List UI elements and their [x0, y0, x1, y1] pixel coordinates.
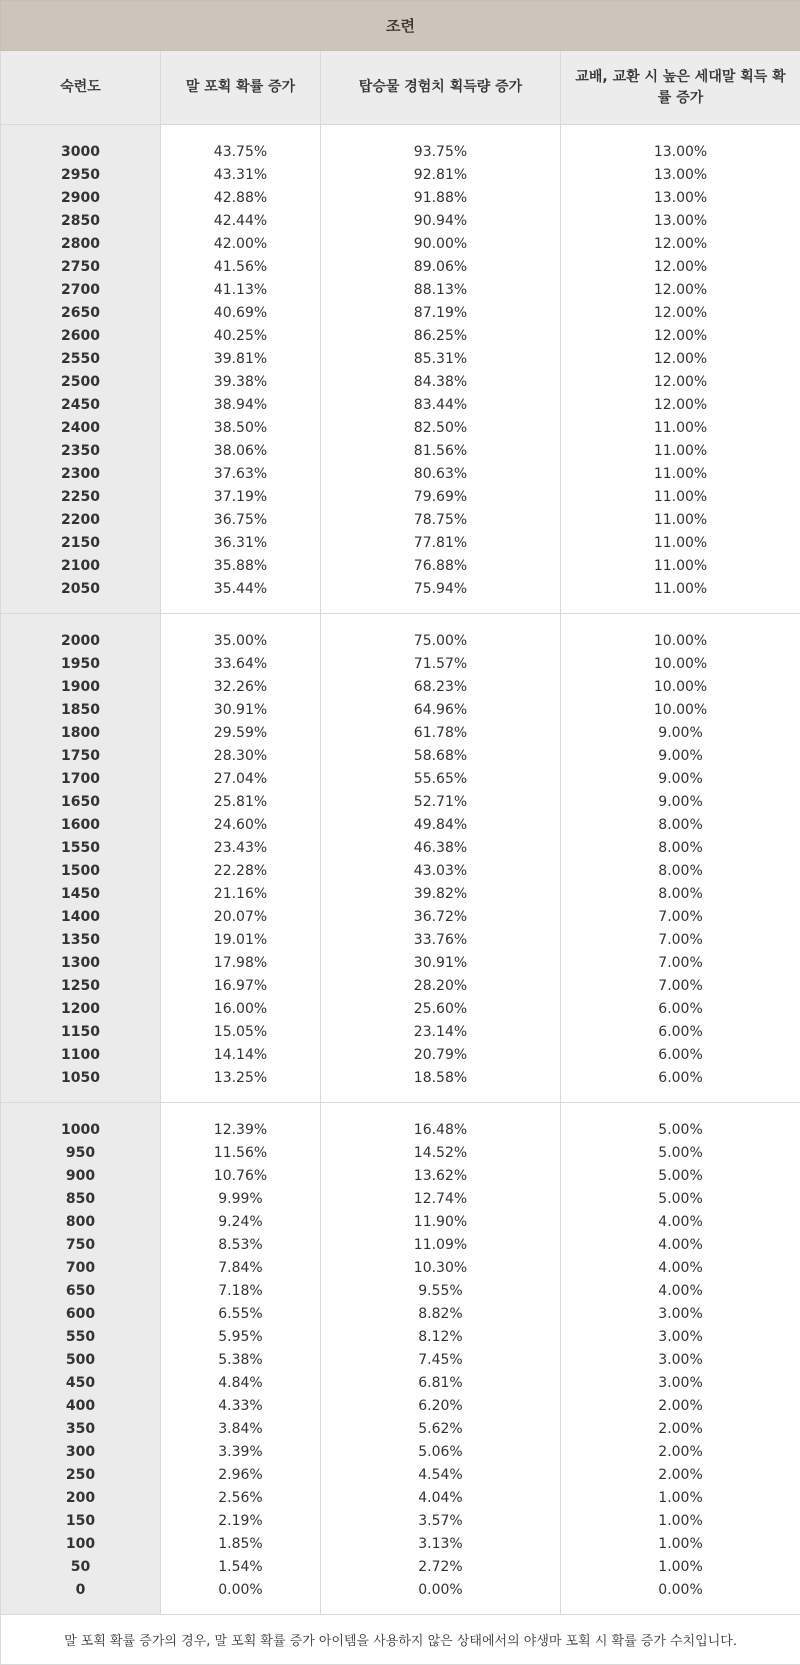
- capture-rate-value: 42.44%: [161, 210, 320, 233]
- footnote-row: [1, 1615, 800, 1665]
- capture-rate-value: 6.55%: [161, 1303, 320, 1326]
- breed-rate-value: 1.00%: [561, 1510, 800, 1533]
- capture-rate-value: 42.88%: [161, 187, 320, 210]
- proficiency-value: 2650: [1, 302, 160, 325]
- mount-exp-value: 23.14%: [321, 1021, 560, 1044]
- breed-rate-value: 11.00%: [561, 555, 800, 578]
- capture-rate-value: 38.94%: [161, 394, 320, 417]
- capture-rate-value: 8.53%: [161, 1234, 320, 1257]
- breed-rate-value: 3.00%: [561, 1372, 800, 1395]
- breed-rate-value: 11.00%: [561, 440, 800, 463]
- proficiency-value: 750: [1, 1234, 160, 1257]
- breed-rate-value: 2.00%: [561, 1395, 800, 1418]
- breed-rate-value: 5.00%: [561, 1142, 800, 1165]
- capture-rate-value: 16.00%: [161, 998, 320, 1021]
- capture-rate-value: 41.13%: [161, 279, 320, 302]
- capture-rate-value: 7.84%: [161, 1257, 320, 1280]
- capture-rate-value: 14.14%: [161, 1044, 320, 1067]
- breed-rate-value: 8.00%: [561, 837, 800, 860]
- breed-rate-value: 11.00%: [561, 509, 800, 532]
- mount-exp-value: 2.72%: [321, 1556, 560, 1579]
- proficiency-value: 700: [1, 1257, 160, 1280]
- mount-exp-value: 18.58%: [321, 1067, 560, 1090]
- capture-rate-value: 7.18%: [161, 1280, 320, 1303]
- breed-rate-value: 2.00%: [561, 1441, 800, 1464]
- mount-exp-value: 64.96%: [321, 699, 560, 722]
- column-header-row: [1, 51, 800, 125]
- table-body: [1, 125, 800, 1615]
- capture-rate-value: 24.60%: [161, 814, 320, 837]
- mount-exp-value: 90.00%: [321, 233, 560, 256]
- capture-rate-value: 11.56%: [161, 1142, 320, 1165]
- breed-rate-value: 12.00%: [561, 348, 800, 371]
- capture-rate-value: 13.25%: [161, 1067, 320, 1090]
- capture-rate-value: 3.39%: [161, 1441, 320, 1464]
- mount-exp-value: 36.72%: [321, 906, 560, 929]
- mount-exp-value: 55.65%: [321, 768, 560, 791]
- proficiency-value: 1650: [1, 791, 160, 814]
- proficiency-value: 350: [1, 1418, 160, 1441]
- breed-rate-value: 11.00%: [561, 532, 800, 555]
- capture-rate-value: 15.05%: [161, 1021, 320, 1044]
- capture-rate-value: 35.44%: [161, 578, 320, 601]
- mount-exp-value: 43.03%: [321, 860, 560, 883]
- proficiency-value: 2450: [1, 394, 160, 417]
- proficiency-value: 1300: [1, 952, 160, 975]
- mount-exp-value: 12.74%: [321, 1188, 560, 1211]
- proficiency-value: 200: [1, 1487, 160, 1510]
- table-title: 조련: [1, 1, 800, 51]
- breed-rate-value: 10.00%: [561, 676, 800, 699]
- proficiency-value: 650: [1, 1280, 160, 1303]
- breed-rate-value: 6.00%: [561, 1021, 800, 1044]
- proficiency-value: 500: [1, 1349, 160, 1372]
- breed-rate-value: 12.00%: [561, 233, 800, 256]
- proficiency-value: 800: [1, 1211, 160, 1234]
- breed-rate-value: 8.00%: [561, 883, 800, 906]
- mount-exp-value: 87.19%: [321, 302, 560, 325]
- breed-rate-value: 10.00%: [561, 699, 800, 722]
- mount-exp-value: 52.71%: [321, 791, 560, 814]
- capture-rate-value: 2.96%: [161, 1464, 320, 1487]
- mount-exp-value: 5.62%: [321, 1418, 560, 1441]
- breed-rate-value: 9.00%: [561, 791, 800, 814]
- proficiency-value: 50: [1, 1556, 160, 1579]
- proficiency-group-3: [1, 1103, 800, 1615]
- capture-rate-value: 38.06%: [161, 440, 320, 463]
- mount-exp-value: 3.13%: [321, 1533, 560, 1556]
- mount-exp-value: 6.81%: [321, 1372, 560, 1395]
- breed-rate-value: 12.00%: [561, 371, 800, 394]
- proficiency-value: 2050: [1, 578, 160, 601]
- capture-rate-value: 38.50%: [161, 417, 320, 440]
- breed-rate-value: 12.00%: [561, 394, 800, 417]
- breed-rate-value: 7.00%: [561, 952, 800, 975]
- proficiency-value: 450: [1, 1372, 160, 1395]
- mount-exp-value: 11.09%: [321, 1234, 560, 1257]
- proficiency-value: 2100: [1, 555, 160, 578]
- mount-exp-cell: [321, 125, 561, 614]
- capture-rate-value: 4.33%: [161, 1395, 320, 1418]
- capture-rate-value: 10.76%: [161, 1165, 320, 1188]
- capture-rate-value: 1.54%: [161, 1556, 320, 1579]
- capture-rate-value: 19.01%: [161, 929, 320, 952]
- proficiency-value: 2150: [1, 532, 160, 555]
- mount-exp-value: 5.06%: [321, 1441, 560, 1464]
- proficiency-value: 550: [1, 1326, 160, 1349]
- mount-exp-value: 0.00%: [321, 1579, 560, 1602]
- proficiency-value: 1950: [1, 653, 160, 676]
- mount-exp-value: 92.81%: [321, 164, 560, 187]
- mount-exp-value: 75.94%: [321, 578, 560, 601]
- breed-rate-value: 5.00%: [561, 1119, 800, 1142]
- proficiency-value: 1400: [1, 906, 160, 929]
- breed-rate-value: 5.00%: [561, 1188, 800, 1211]
- breed-rate-value: 6.00%: [561, 1044, 800, 1067]
- capture-rate-value: 23.43%: [161, 837, 320, 860]
- breed-rate-value: 9.00%: [561, 722, 800, 745]
- breed-rate-value: 12.00%: [561, 256, 800, 279]
- breed-rate-value: 6.00%: [561, 998, 800, 1021]
- mount-exp-value: 30.91%: [321, 952, 560, 975]
- header-proficiency: 숙련도: [1, 51, 161, 125]
- mount-exp-value: 61.78%: [321, 722, 560, 745]
- capture-rate-value: 32.26%: [161, 676, 320, 699]
- capture-rate-value: 37.63%: [161, 463, 320, 486]
- proficiency-value: 2400: [1, 417, 160, 440]
- capture-rate-value: 2.19%: [161, 1510, 320, 1533]
- breed-rate-value: 13.00%: [561, 210, 800, 233]
- breed-rate-value: 1.00%: [561, 1533, 800, 1556]
- breed-rate-value: 10.00%: [561, 653, 800, 676]
- capture-rate-value: 27.04%: [161, 768, 320, 791]
- capture-rate-value: 29.59%: [161, 722, 320, 745]
- capture-rate-value: 35.88%: [161, 555, 320, 578]
- mount-exp-value: 9.55%: [321, 1280, 560, 1303]
- breed-rate-value: 4.00%: [561, 1211, 800, 1234]
- mount-exp-value: 86.25%: [321, 325, 560, 348]
- proficiency-value: 1250: [1, 975, 160, 998]
- breed-rate-value: 12.00%: [561, 325, 800, 348]
- mount-exp-value: 46.38%: [321, 837, 560, 860]
- breed-rate-value: 3.00%: [561, 1303, 800, 1326]
- proficiency-value: 2950: [1, 164, 160, 187]
- mount-exp-value: 68.23%: [321, 676, 560, 699]
- breed-rate-value: 9.00%: [561, 745, 800, 768]
- breed-rate-value: 4.00%: [561, 1257, 800, 1280]
- proficiency-value: 1750: [1, 745, 160, 768]
- proficiency-value: 1000: [1, 1119, 160, 1142]
- mount-exp-cell: [321, 614, 561, 1103]
- proficiency-value: 300: [1, 1441, 160, 1464]
- mount-exp-value: 8.12%: [321, 1326, 560, 1349]
- capture-rate-value: 0.00%: [161, 1579, 320, 1602]
- proficiency-value: 1800: [1, 722, 160, 745]
- mount-exp-value: 81.56%: [321, 440, 560, 463]
- proficiency-value: 1550: [1, 837, 160, 860]
- proficiency-value: 1700: [1, 768, 160, 791]
- proficiency-value: 1450: [1, 883, 160, 906]
- breed-rate-value: 7.00%: [561, 929, 800, 952]
- breed-rate-value: 8.00%: [561, 860, 800, 883]
- capture-rate-value: 42.00%: [161, 233, 320, 256]
- proficiency-cell: [1, 1103, 161, 1615]
- proficiency-cell: [1, 614, 161, 1103]
- capture-rate-value: 25.81%: [161, 791, 320, 814]
- mount-exp-value: 8.82%: [321, 1303, 560, 1326]
- proficiency-group-1: [1, 125, 800, 614]
- breed-rate-value: 2.00%: [561, 1464, 800, 1487]
- breed-rate-value: 11.00%: [561, 463, 800, 486]
- mount-exp-value: 88.13%: [321, 279, 560, 302]
- mount-exp-value: 39.82%: [321, 883, 560, 906]
- proficiency-value: 2850: [1, 210, 160, 233]
- breed-rate-value: 1.00%: [561, 1487, 800, 1510]
- mount-exp-value: 33.76%: [321, 929, 560, 952]
- mount-exp-value: 84.38%: [321, 371, 560, 394]
- capture-rate-value: 16.97%: [161, 975, 320, 998]
- breed-rate-value: 10.00%: [561, 630, 800, 653]
- breed-rate-cell: [561, 614, 800, 1103]
- breed-rate-value: 3.00%: [561, 1326, 800, 1349]
- breed-rate-value: 3.00%: [561, 1349, 800, 1372]
- breed-rate-value: 4.00%: [561, 1280, 800, 1303]
- capture-rate-value: 2.56%: [161, 1487, 320, 1510]
- capture-rate-cell: [161, 1103, 321, 1615]
- footnote: 말 포획 확률 증가의 경우, 말 포획 확률 증가 아이템을 사용하지 않은 상태에서의 야생마 포획 시 확률 증가 수치입니다.: [1, 1615, 800, 1665]
- mount-exp-value: 14.52%: [321, 1142, 560, 1165]
- capture-rate-value: 28.30%: [161, 745, 320, 768]
- proficiency-value: 1050: [1, 1067, 160, 1090]
- proficiency-value: 1900: [1, 676, 160, 699]
- proficiency-value: 400: [1, 1395, 160, 1418]
- mount-exp-value: 16.48%: [321, 1119, 560, 1142]
- breed-rate-value: 7.00%: [561, 906, 800, 929]
- capture-rate-value: 39.81%: [161, 348, 320, 371]
- mount-exp-value: 79.69%: [321, 486, 560, 509]
- proficiency-value: 2350: [1, 440, 160, 463]
- breed-rate-value: 1.00%: [561, 1556, 800, 1579]
- capture-rate-value: 35.00%: [161, 630, 320, 653]
- mount-exp-value: 71.57%: [321, 653, 560, 676]
- mount-exp-value: 91.88%: [321, 187, 560, 210]
- breed-rate-value: 12.00%: [561, 302, 800, 325]
- capture-rate-value: 4.84%: [161, 1372, 320, 1395]
- table-title-row: [1, 1, 800, 51]
- mount-exp-value: 77.81%: [321, 532, 560, 555]
- proficiency-value: 2500: [1, 371, 160, 394]
- capture-rate-value: 21.16%: [161, 883, 320, 906]
- mount-exp-value: 90.94%: [321, 210, 560, 233]
- capture-rate-value: 36.31%: [161, 532, 320, 555]
- proficiency-value: 1500: [1, 860, 160, 883]
- proficiency-value: 900: [1, 1165, 160, 1188]
- proficiency-value: 2750: [1, 256, 160, 279]
- breed-rate-value: 0.00%: [561, 1579, 800, 1602]
- breed-rate-value: 13.00%: [561, 187, 800, 210]
- mount-exp-value: 13.62%: [321, 1165, 560, 1188]
- capture-rate-value: 39.38%: [161, 371, 320, 394]
- mount-exp-value: 58.68%: [321, 745, 560, 768]
- proficiency-value: 2600: [1, 325, 160, 348]
- mount-exp-value: 49.84%: [321, 814, 560, 837]
- mount-exp-value: 6.20%: [321, 1395, 560, 1418]
- breed-rate-value: 8.00%: [561, 814, 800, 837]
- mount-exp-value: 10.30%: [321, 1257, 560, 1280]
- breed-rate-value: 13.00%: [561, 141, 800, 164]
- proficiency-cell: [1, 125, 161, 614]
- proficiency-value: 2800: [1, 233, 160, 256]
- capture-rate-value: 9.99%: [161, 1188, 320, 1211]
- header-mount-exp: 탑승물 경험치 획득량 증가: [321, 51, 561, 125]
- mount-exp-value: 4.04%: [321, 1487, 560, 1510]
- capture-rate-value: 9.24%: [161, 1211, 320, 1234]
- proficiency-value: 850: [1, 1188, 160, 1211]
- capture-rate-value: 43.31%: [161, 164, 320, 187]
- mount-exp-value: 89.06%: [321, 256, 560, 279]
- mount-exp-value: 75.00%: [321, 630, 560, 653]
- mount-exp-value: 11.90%: [321, 1211, 560, 1234]
- proficiency-value: 1150: [1, 1021, 160, 1044]
- breed-rate-value: 9.00%: [561, 768, 800, 791]
- capture-rate-value: 5.95%: [161, 1326, 320, 1349]
- capture-rate-value: 40.69%: [161, 302, 320, 325]
- capture-rate-value: 37.19%: [161, 486, 320, 509]
- capture-rate-value: 5.38%: [161, 1349, 320, 1372]
- proficiency-value: 3000: [1, 141, 160, 164]
- mount-exp-value: 82.50%: [321, 417, 560, 440]
- header-capture-rate: 말 포획 확률 증가: [161, 51, 321, 125]
- mount-exp-cell: [321, 1103, 561, 1615]
- proficiency-value: 150: [1, 1510, 160, 1533]
- proficiency-value: 1350: [1, 929, 160, 952]
- proficiency-value: 2000: [1, 630, 160, 653]
- proficiency-value: 950: [1, 1142, 160, 1165]
- capture-rate-value: 36.75%: [161, 509, 320, 532]
- proficiency-value: 1100: [1, 1044, 160, 1067]
- mount-exp-value: 7.45%: [321, 1349, 560, 1372]
- proficiency-value: 2550: [1, 348, 160, 371]
- breed-rate-cell: [561, 1103, 800, 1615]
- mount-exp-value: 20.79%: [321, 1044, 560, 1067]
- breed-rate-value: 4.00%: [561, 1234, 800, 1257]
- mount-exp-value: 3.57%: [321, 1510, 560, 1533]
- breed-rate-value: 13.00%: [561, 164, 800, 187]
- capture-rate-value: 33.64%: [161, 653, 320, 676]
- proficiency-value: 2700: [1, 279, 160, 302]
- proficiency-value: 2900: [1, 187, 160, 210]
- proficiency-value: 1850: [1, 699, 160, 722]
- mount-exp-value: 4.54%: [321, 1464, 560, 1487]
- proficiency-value: 600: [1, 1303, 160, 1326]
- mount-exp-value: 28.20%: [321, 975, 560, 998]
- breed-rate-value: 11.00%: [561, 578, 800, 601]
- breed-rate-value: 5.00%: [561, 1165, 800, 1188]
- proficiency-value: 0: [1, 1579, 160, 1602]
- capture-rate-value: 17.98%: [161, 952, 320, 975]
- capture-rate-cell: [161, 614, 321, 1103]
- proficiency-value: 2300: [1, 463, 160, 486]
- capture-rate-value: 30.91%: [161, 699, 320, 722]
- capture-rate-value: 3.84%: [161, 1418, 320, 1441]
- capture-rate-value: 20.07%: [161, 906, 320, 929]
- capture-rate-value: 43.75%: [161, 141, 320, 164]
- proficiency-value: 250: [1, 1464, 160, 1487]
- capture-rate-value: 12.39%: [161, 1119, 320, 1142]
- capture-rate-value: 1.85%: [161, 1533, 320, 1556]
- proficiency-value: 1200: [1, 998, 160, 1021]
- breed-rate-cell: [561, 125, 800, 614]
- mount-exp-value: 85.31%: [321, 348, 560, 371]
- mount-exp-value: 80.63%: [321, 463, 560, 486]
- mount-exp-value: 83.44%: [321, 394, 560, 417]
- proficiency-value: 100: [1, 1533, 160, 1556]
- mount-exp-value: 76.88%: [321, 555, 560, 578]
- breed-rate-value: 7.00%: [561, 975, 800, 998]
- breed-rate-value: 12.00%: [561, 279, 800, 302]
- breed-rate-value: 6.00%: [561, 1067, 800, 1090]
- proficiency-group-2: [1, 614, 800, 1103]
- capture-rate-value: 22.28%: [161, 860, 320, 883]
- header-breed-rate: 교배, 교환 시 높은 세대말 획득 확률 증가: [561, 51, 800, 125]
- capture-rate-cell: [161, 125, 321, 614]
- proficiency-value: 2250: [1, 486, 160, 509]
- breed-rate-value: 11.00%: [561, 417, 800, 440]
- breed-rate-value: 2.00%: [561, 1418, 800, 1441]
- capture-rate-value: 40.25%: [161, 325, 320, 348]
- mount-exp-value: 78.75%: [321, 509, 560, 532]
- capture-rate-value: 41.56%: [161, 256, 320, 279]
- proficiency-value: 2200: [1, 509, 160, 532]
- mount-exp-value: 25.60%: [321, 998, 560, 1021]
- proficiency-value: 1600: [1, 814, 160, 837]
- mount-exp-value: 93.75%: [321, 141, 560, 164]
- breed-rate-value: 11.00%: [561, 486, 800, 509]
